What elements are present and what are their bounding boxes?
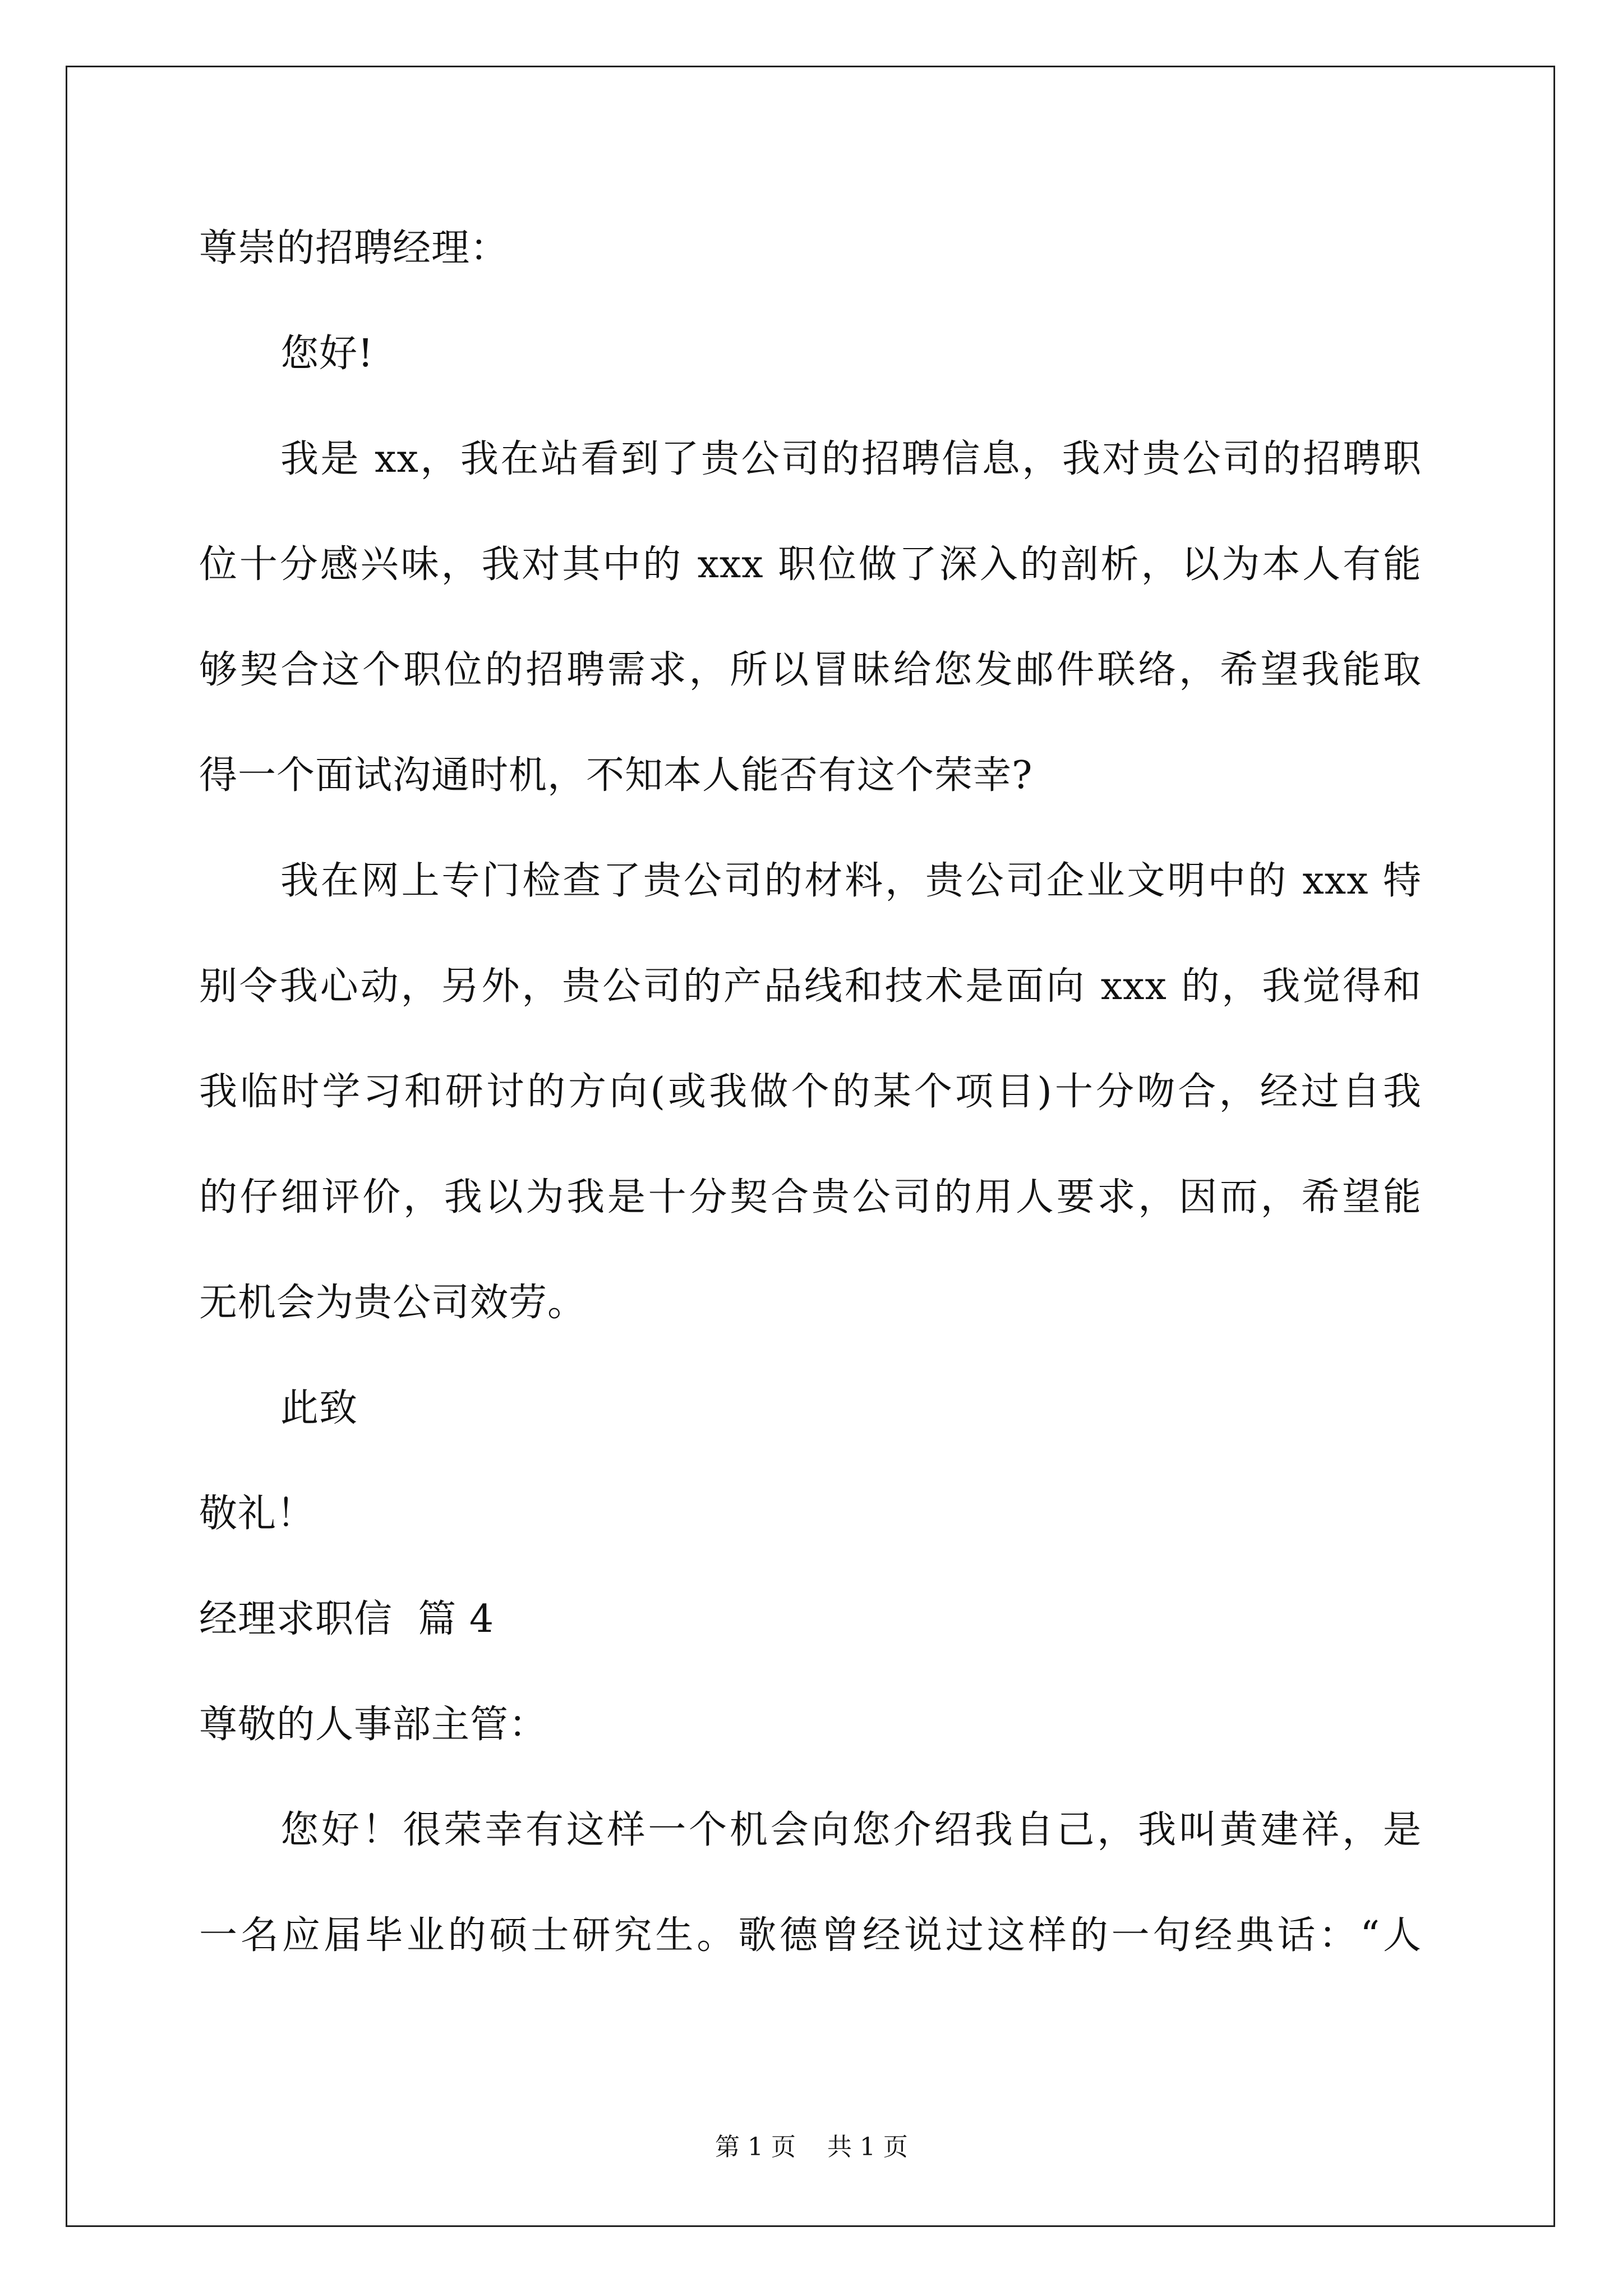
salutation: 尊敬的人事部主管：: [199, 1703, 548, 1747]
paragraph-line: 别令我心动，另外，贵公司的产品线和技术是面向 xxx 的，我觉得和: [199, 964, 1422, 1009]
paragraph-line: 您好！很荣幸有这样一个机会向您介绍我自己，我叫黄建祥，是: [280, 1808, 1422, 1852]
salutation: 尊崇的招聘经理：: [199, 226, 509, 270]
regards: 敬礼！: [199, 1492, 316, 1536]
paragraph-line: 无机会为贵公司效劳。: [199, 1281, 587, 1325]
paragraph-line: 够契合这个职位的招聘需求，所以冒昧给您发邮件联络，希望我能取: [199, 648, 1422, 692]
closing: 此致: [280, 1386, 358, 1430]
section-heading: 经理求职信 篇 4: [199, 1597, 495, 1641]
paragraph-line: 我是 xx，我在站看到了贵公司的招聘信息，我对贵公司的招聘职: [280, 437, 1422, 481]
paragraph-line: 我临时学习和研讨的方向(或我做个的某个项目)十分吻合，经过自我: [199, 1070, 1422, 1114]
paragraph-line: 得一个面试沟通时机，不知本人能否有这个荣幸?: [199, 753, 1033, 798]
paragraph-line: 位十分感兴味，我对其中的 xxx 职位做了深入的剖析，以为本人有能: [199, 542, 1422, 587]
page-border: [66, 66, 1555, 2227]
paragraph-line: 一名应届毕业的硕士研究生。歌德曾经说过这样的一句经典话：“人: [199, 1913, 1422, 1958]
paragraph-line: 我在网上专门检查了贵公司的材料，贵公司企业文明中的 xxx 特: [280, 859, 1422, 903]
paragraph-line: 的仔细评价，我以为我是十分契合贵公司的用人要求，因而，希望能: [199, 1175, 1422, 1220]
page-number: 第 1 页 共 1 页: [715, 2133, 908, 2161]
greeting: 您好!: [280, 332, 374, 376]
